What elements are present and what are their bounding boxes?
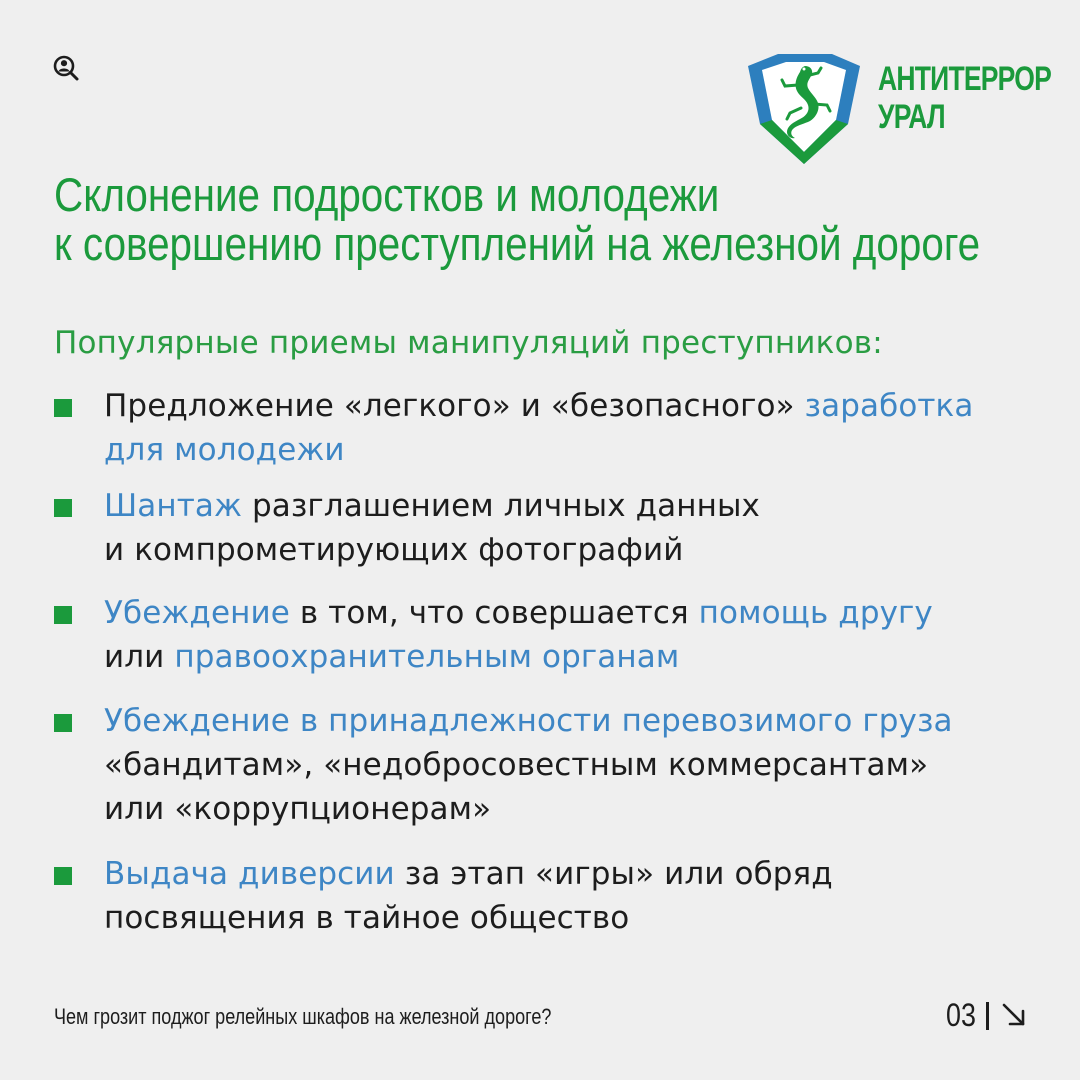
highlight-text: заработка: [804, 388, 974, 424]
bullet-square: [54, 499, 72, 517]
list-heading: Популярные приемы манипуляций преступников:: [54, 325, 883, 361]
text-fragment: посвящения в тайное общество: [104, 900, 630, 936]
text-fragment: или «коррупционерам»: [104, 791, 492, 827]
highlight-text: правоохранительным органам: [174, 639, 680, 675]
bullet-square: [54, 399, 72, 417]
list-item-line: [104, 591, 1034, 635]
brand-name-line-1: АНТИТЕРРОР: [878, 60, 1052, 98]
list-item-line: [104, 852, 1034, 896]
highlight-text: Выдача диверсии: [104, 856, 395, 892]
highlight-text: для молодежи: [104, 432, 345, 468]
list-item-line: [104, 635, 1034, 679]
brand-block: [748, 52, 1052, 168]
text-fragment: «бандитам», «недобросовестным коммерсантам»: [104, 747, 929, 783]
page-title-line-2: к совершению преступлений на железной дороге: [54, 217, 981, 270]
text-fragment: за этап «игры» или обряд: [394, 856, 833, 892]
arrow-down-right-icon[interactable]: [1000, 1001, 1029, 1030]
text-fragment: и компрометирующих фотографий: [104, 532, 684, 568]
highlight-text: помощь другу: [698, 595, 933, 631]
footer-caption: Чем грозит поджог релейных шкафов на железной дороге?: [54, 1004, 552, 1029]
highlight-text: Шантаж: [104, 488, 242, 524]
highlight-text: Убеждение: [104, 595, 290, 631]
bullet-square: [54, 714, 72, 732]
bullet-square: [54, 867, 72, 885]
list-item-line: [104, 384, 1034, 428]
page-divider: [986, 1002, 989, 1030]
page-title-line-1: Склонение подростков и молодежи: [54, 168, 720, 221]
lizard-shield-logo-icon: [748, 52, 860, 168]
list-item-text: [104, 484, 1034, 572]
list-item-text: [104, 852, 1034, 940]
highlight-text: Убеждение в принадлежности перевозимого груза: [104, 703, 953, 739]
brand-name-line-2: УРАЛ: [878, 98, 945, 136]
page-title: [54, 168, 981, 270]
list-item-text: [104, 384, 1034, 472]
list-item-text: [104, 699, 1034, 831]
text-fragment: Предложение «легкого» и «безопасного»: [104, 388, 805, 424]
text-fragment: в том, что совершается: [289, 595, 699, 631]
text-fragment: разглашением личных данных: [242, 488, 760, 524]
brand-name: [878, 60, 1051, 136]
bullet-square: [54, 606, 72, 624]
page-number: 03: [946, 997, 976, 1033]
text-fragment: или: [104, 639, 175, 675]
list-item-text: [104, 591, 1034, 679]
list-item-line: [104, 484, 1034, 528]
search-person-icon: [52, 54, 80, 82]
